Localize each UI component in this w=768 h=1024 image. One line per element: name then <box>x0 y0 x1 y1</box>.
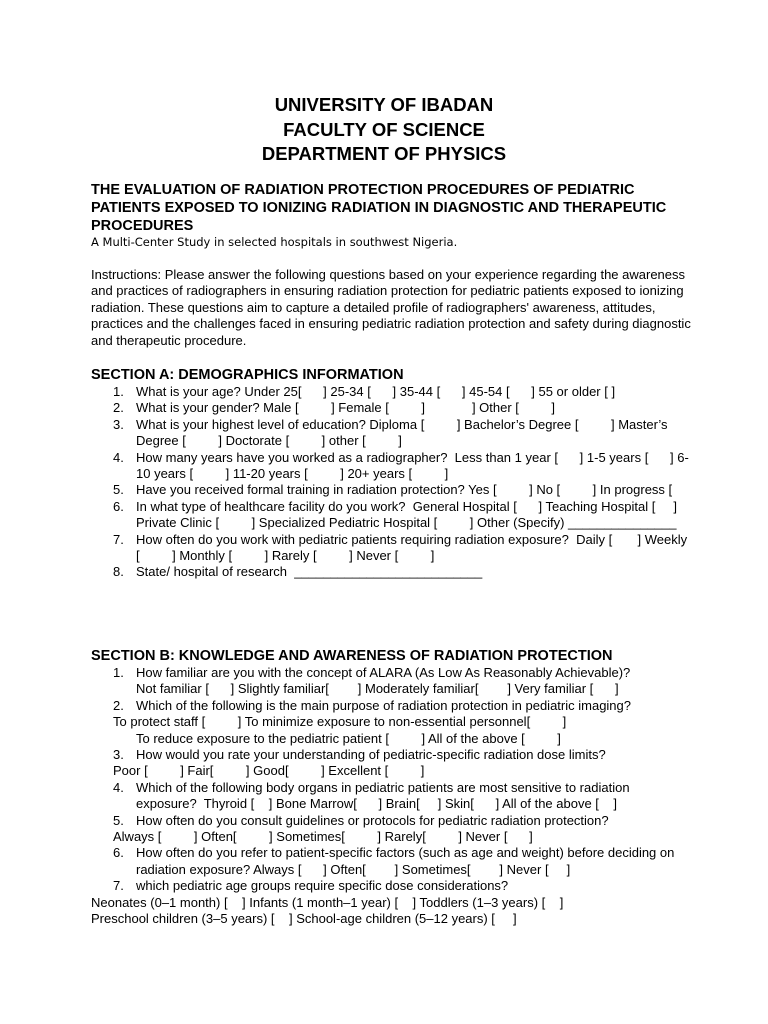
question-b3 <box>91 747 691 763</box>
question-text: What is your gender? Male [ ] Female [ ] ] Other [ ] <box>136 400 556 416</box>
question-a3 <box>91 417 691 450</box>
section-a-title: SECTION A: DEMOGRAPHICS INFORMATION <box>91 367 404 383</box>
question-number: 4. <box>113 779 124 795</box>
question-number: 2. <box>113 400 124 416</box>
question-text: How often do you work with pediatric patients requiring radiation exposure? Daily [ ] Weekly [ ] Monthly [ ] Rarely [ ] Never [ ] <box>136 531 688 564</box>
question-text: What is your age? Under 25[ ] 25-34 [ ] 35-44 [ ] 45-54 [ ] 55 or older [ ] <box>136 384 616 399</box>
question-b7 <box>91 878 691 894</box>
question-a7 <box>91 532 691 565</box>
question-b4 <box>91 780 691 813</box>
question-a8 <box>91 564 691 580</box>
question-number: 5. <box>113 482 124 498</box>
question-text: How often do you consult guidelines or protocols for pediatric radiation protection? <box>136 812 609 828</box>
question-text: How familiar are you with the concept of ALARA (As Low As Reasonably Achievable)? <box>136 665 631 680</box>
question-number: 1. <box>113 384 124 399</box>
answer-options: To protect staff [ ] To minimize exposure to non-essential personnel[ ] <box>113 714 567 730</box>
instructions-paragraph: Instructions: Please answer the following questions based on your experience regarding the awareness and practices of radiographers in ensuring radiation protection for pediatric patients exposed to ionizing radiation. These questions aim to capture a detailed profile of radiographers' awareness, attitudes, practices and the challenges faced in ensuring pediatric radiation protection and safety during diagnostic and therapeutic procedure. <box>91 267 691 348</box>
question-number: 8. <box>113 564 124 580</box>
question-number: 3. <box>113 416 124 432</box>
question-b5 <box>91 813 691 829</box>
faculty-name: FACULTY OF SCIENCE <box>283 118 485 140</box>
university-name: UNIVERSITY OF IBADAN <box>274 94 494 115</box>
answer-options: Always [ ] Often[ ] Sometimes[ ] Rarely[ ] Never [ ] <box>113 829 533 845</box>
question-number: 6. <box>113 498 124 514</box>
question-number: 7. <box>113 878 124 894</box>
question-b6 <box>91 845 691 878</box>
answer-options: Preschool children (3–5 years) [ ] School-age children (5–12 years) [ ] <box>91 911 517 927</box>
question-text: State/ hospital of research __________________________ <box>136 564 483 580</box>
question-number: 7. <box>113 531 124 547</box>
question-number: 1. <box>113 665 124 680</box>
question-number: 4. <box>113 449 124 465</box>
question-a2 <box>91 400 691 416</box>
question-number: 5. <box>113 812 124 828</box>
question-text: Which of the following body organs in pediatric patients are most sensitive to radiation exposure? Thyroid [ ] Bone Marrow[ ] Brain[ ] Skin[ ] All of the above [ ] <box>136 779 630 812</box>
question-b2 <box>91 698 691 714</box>
question-a5 <box>91 482 691 498</box>
question-text: In what type of healthcare facility do you work? General Hospital [ ] Teaching Hospital [ ] Private Clinic [ ] Specialized Pediatric Hospital [ ] Other (Specify) _______________ <box>136 498 677 531</box>
question-number: 6. <box>113 845 124 861</box>
answer-options: To reduce exposure to the pediatric patient [ ] All of the above [ ] <box>136 730 561 746</box>
answer-options: Neonates (0–1 month) [ ] Infants (1 month–1 year) [ ] Toddlers (1–3 years) [ ] <box>91 894 564 910</box>
section-b-title: SECTION B: KNOWLEDGE AND AWARENESS OF RADIATION PROTECTION <box>91 648 613 664</box>
question-text: What is your highest level of education? Diploma [ ] Bachelor’s Degree [ ] Master’s Degree [ ] Doctorate [ ] other [ ] <box>136 416 668 449</box>
question-text: How often do you refer to patient-specific factors (such as age and weight) before deciding on radiation exposure? Always [ ] Often[ ] Sometimes[ ] Never [ ] <box>136 845 675 877</box>
question-text: Have you received formal training in radiation protection? Yes [ ] No [ ] In progress [ <box>136 482 673 498</box>
question-text: Which of the following is the main purpose of radiation protection in pediatric imaging? <box>136 697 631 713</box>
department-name: DEPARTMENT OF PHYSICS <box>261 143 507 164</box>
study-subtitle: A Multi-Center Study in selected hospitals in southwest Nigeria. <box>91 235 458 249</box>
answer-options: Not familiar [ ] Slightly familiar[ ] Moderately familiar[ ] Very familiar [ ] <box>136 681 619 697</box>
section-b-questions <box>91 665 691 928</box>
question-b1 <box>91 665 691 698</box>
study-title: THE EVALUATION OF RADIATION PROTECTION PROCEDURES OF PEDIATRIC PATIENTS EXPOSED TO IONIZING RADIATION IN DIAGNOSTIC AND THERAPEUTIC PROCEDURES <box>91 182 667 234</box>
question-a4 <box>91 450 691 483</box>
question-a6 <box>91 499 691 532</box>
question-a1 <box>91 384 691 400</box>
section-a-questions <box>91 384 691 581</box>
question-text: which pediatric age groups require specific dose considerations? <box>136 878 509 894</box>
institution-header <box>0 93 768 167</box>
question-text: How many years have you worked as a radiographer? Less than 1 year [ ] 1-5 years [ ] 6-10 years [ ] 11-20 years [ ] 20+ years [ ] <box>136 449 689 482</box>
question-text: How would you rate your understanding of pediatric-specific radiation dose limits? <box>136 747 606 763</box>
answer-options: Poor [ ] Fair[ ] Good[ ] Excellent [ ] <box>113 763 425 779</box>
question-number: 2. <box>113 697 124 713</box>
question-number: 3. <box>113 747 124 763</box>
